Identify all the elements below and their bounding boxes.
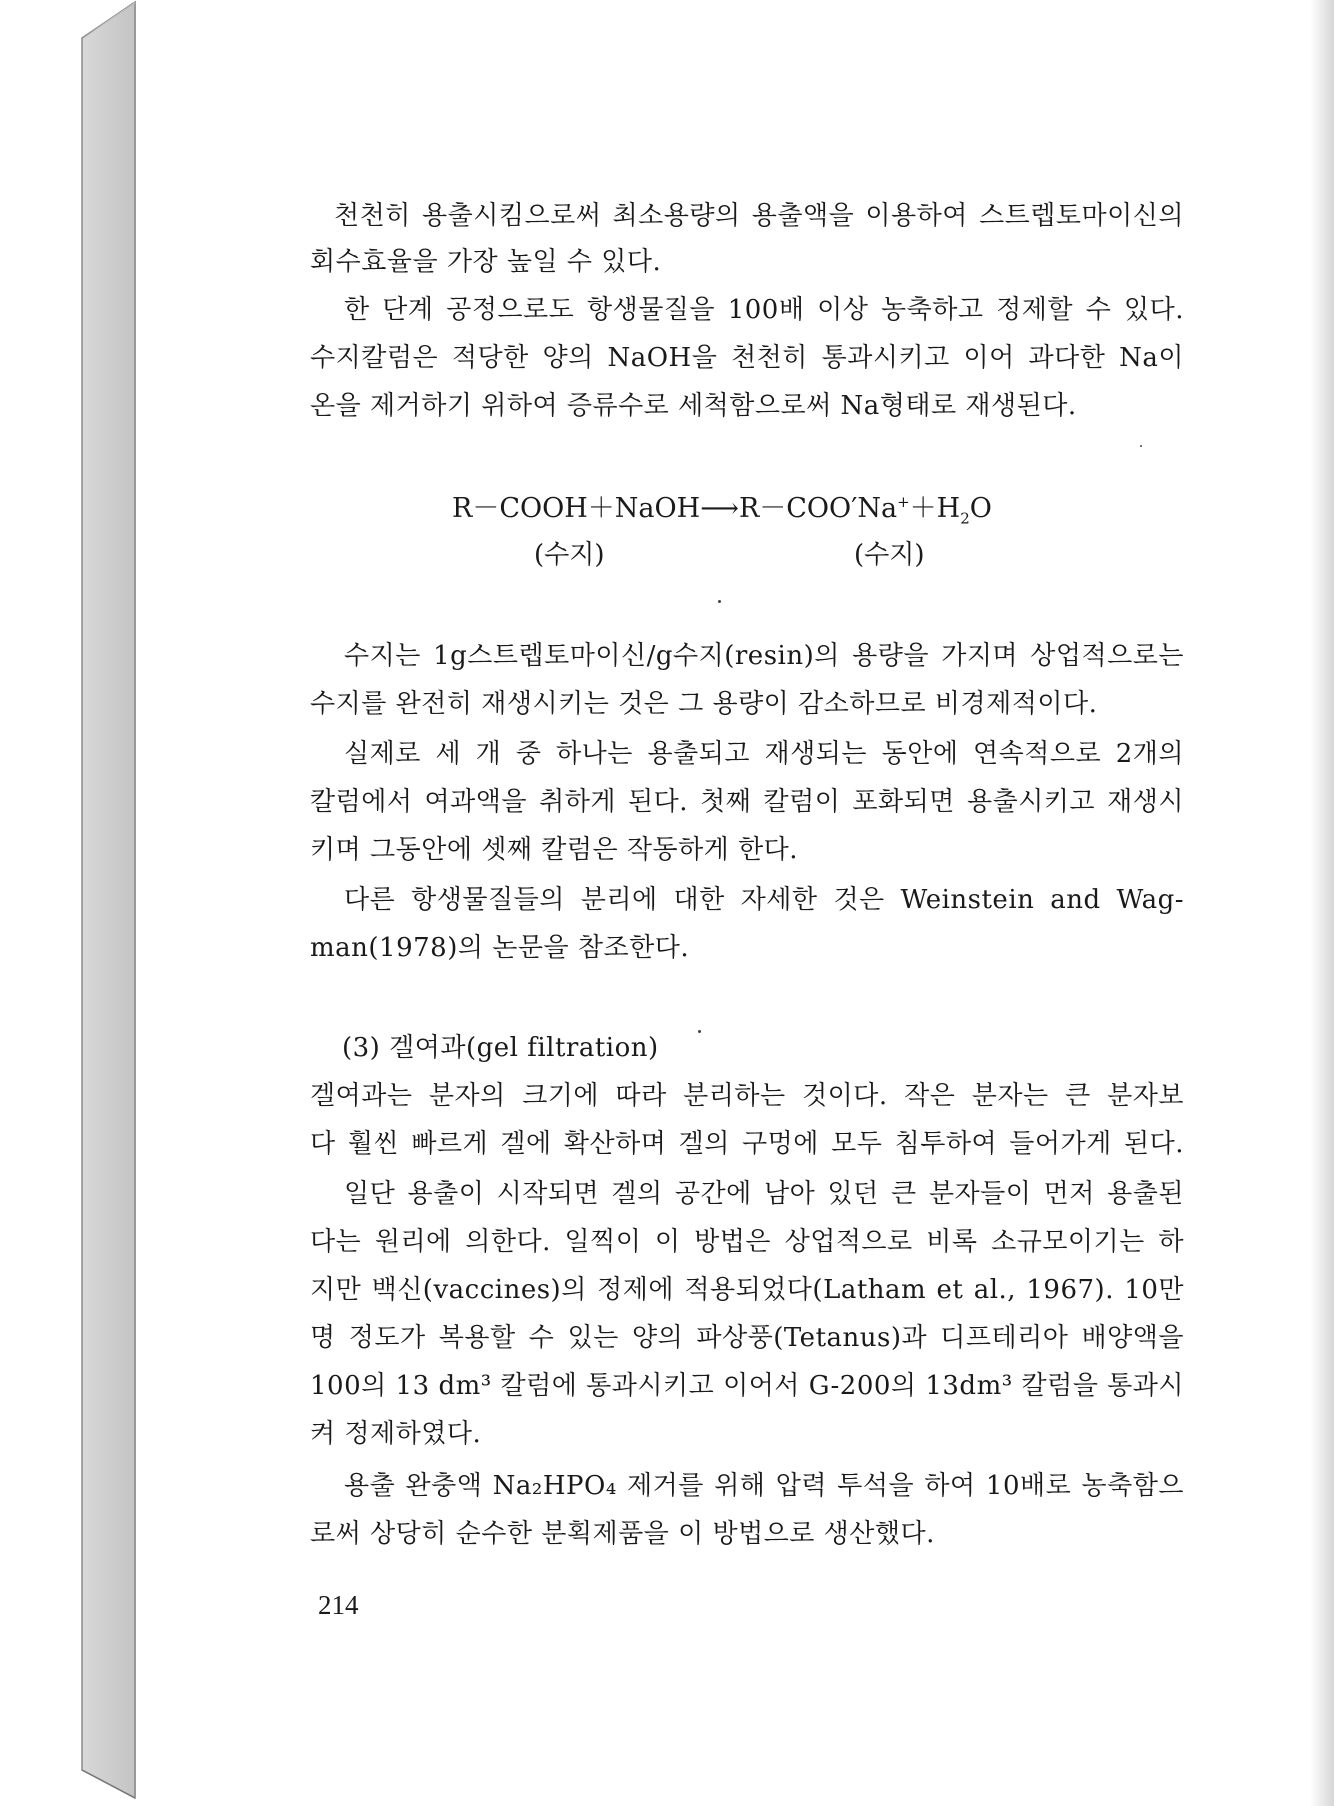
p8-line-2: 로써 상당히 순수한 분획제품을 이 방법으로 생산했다. (310, 1519, 935, 1549)
p4-line-1: 실제로 세 개 중 하나는 용출되고 재생되는 동안에 연속적으로 2개의 (344, 739, 1184, 769)
page-number: 214 (318, 1590, 359, 1620)
equation-rhs-sub: 2 (960, 509, 970, 528)
p5-line-1: 다른 항생물질들의 분리에 대한 자세한 것은 Weinstein and Wag- (344, 885, 1184, 915)
equation-rhs-charge: + (897, 493, 910, 511)
equation-arrow: ⟶ (700, 493, 739, 524)
equation-rhs-na: Na (857, 493, 898, 524)
p4-line-2: 칼럼에서 여과액을 취하게 된다. 첫째 칼럼이 포화되면 용출시키고 재생시 (310, 787, 1184, 817)
p3-line-2: 수지를 완전히 재생시키는 것은 그 용량이 감소하므로 비경제적이다. (310, 689, 1098, 719)
p5-line-2: man(1978)의 논문을 참조한다. (310, 933, 690, 963)
p4-line-3: 키며 그동안에 셋째 칼럼은 작동하게 한다. (310, 835, 799, 865)
p2-line-3: 온을 제거하기 위하여 증류수로 세척함으로써 Na형태로 재생된다. (310, 391, 1077, 421)
p7-line-3: 지만 백신(vaccines)의 정제에 적용되었다(Latham et al., 1967). 10만 (310, 1275, 1184, 1305)
p2-line-2: 수지칼럼은 적당한 양의 NaOH을 천천히 통과시키고 이어 과다한 Na이 (310, 343, 1184, 373)
scan-speck (718, 600, 721, 603)
p1-line-2: 회수효율을 가장 높일 수 있다. (310, 247, 662, 277)
p6-line-2: 다 훨씬 빠르게 겔에 확산하며 겔의 구멍에 모두 침투하여 들어가게 된다. (310, 1129, 1184, 1159)
p7-line-5: 100의 13 dm³ 칼럼에 통과시키고 이어서 G-200의 13dm³ 칼럼을 통과시 (310, 1371, 1184, 1401)
scan-speck (1140, 445, 1142, 447)
page-edge-shadow (1310, 0, 1334, 1806)
p8-line-1: 용출 완충액 Na₂HPO₄ 제거를 위해 압력 투석을 하여 10배로 농축함으 (344, 1471, 1184, 1501)
equation-lhs: R－COOH＋NaOH (452, 493, 701, 524)
p7-line-4: 명 정도가 복용할 수 있는 양의 파상풍(Tetanus)과 디프테리아 배양액을 (310, 1323, 1184, 1353)
equation-rhs-main: R－COO (738, 493, 852, 524)
p1-line-1: 천천히 용출시킴으로써 최소용량의 용출액을 이용하여 스트렙토마이신의 (334, 201, 1184, 231)
equation-rhs-plus: ＋H (909, 493, 961, 524)
equation-rhs-prime: ′ (851, 493, 858, 524)
chemical-equation (452, 486, 992, 527)
scan-speck (698, 1030, 701, 1033)
equation-label-left: (수지) (534, 540, 605, 570)
p7-line-1: 일단 용출이 시작되면 겔의 공간에 남아 있던 큰 분자들이 먼저 용출된 (344, 1179, 1184, 1209)
p3-line-1: 수지는 1g스트렙토마이신/g수지(resin)의 용량을 가지며 상업적으로는 (344, 641, 1184, 671)
section-heading: (3) 겔여과(gel filtration) (342, 1033, 659, 1063)
equation-rhs-o: O (969, 493, 992, 524)
p2-line-1: 한 단계 공정으로도 항생물질을 100배 이상 농축하고 정제할 수 있다. (344, 295, 1184, 325)
p7-line-2: 다는 원리에 의한다. 일찍이 이 방법은 상업적으로 비록 소규모이기는 하 (310, 1227, 1184, 1257)
equation-label-right: (수지) (854, 540, 925, 570)
p6-line-1: 겔여과는 분자의 크기에 따라 분리하는 것이다. 작은 분자는 큰 분자보 (310, 1081, 1184, 1111)
p7-line-6: 켜 정제하였다. (310, 1419, 482, 1449)
